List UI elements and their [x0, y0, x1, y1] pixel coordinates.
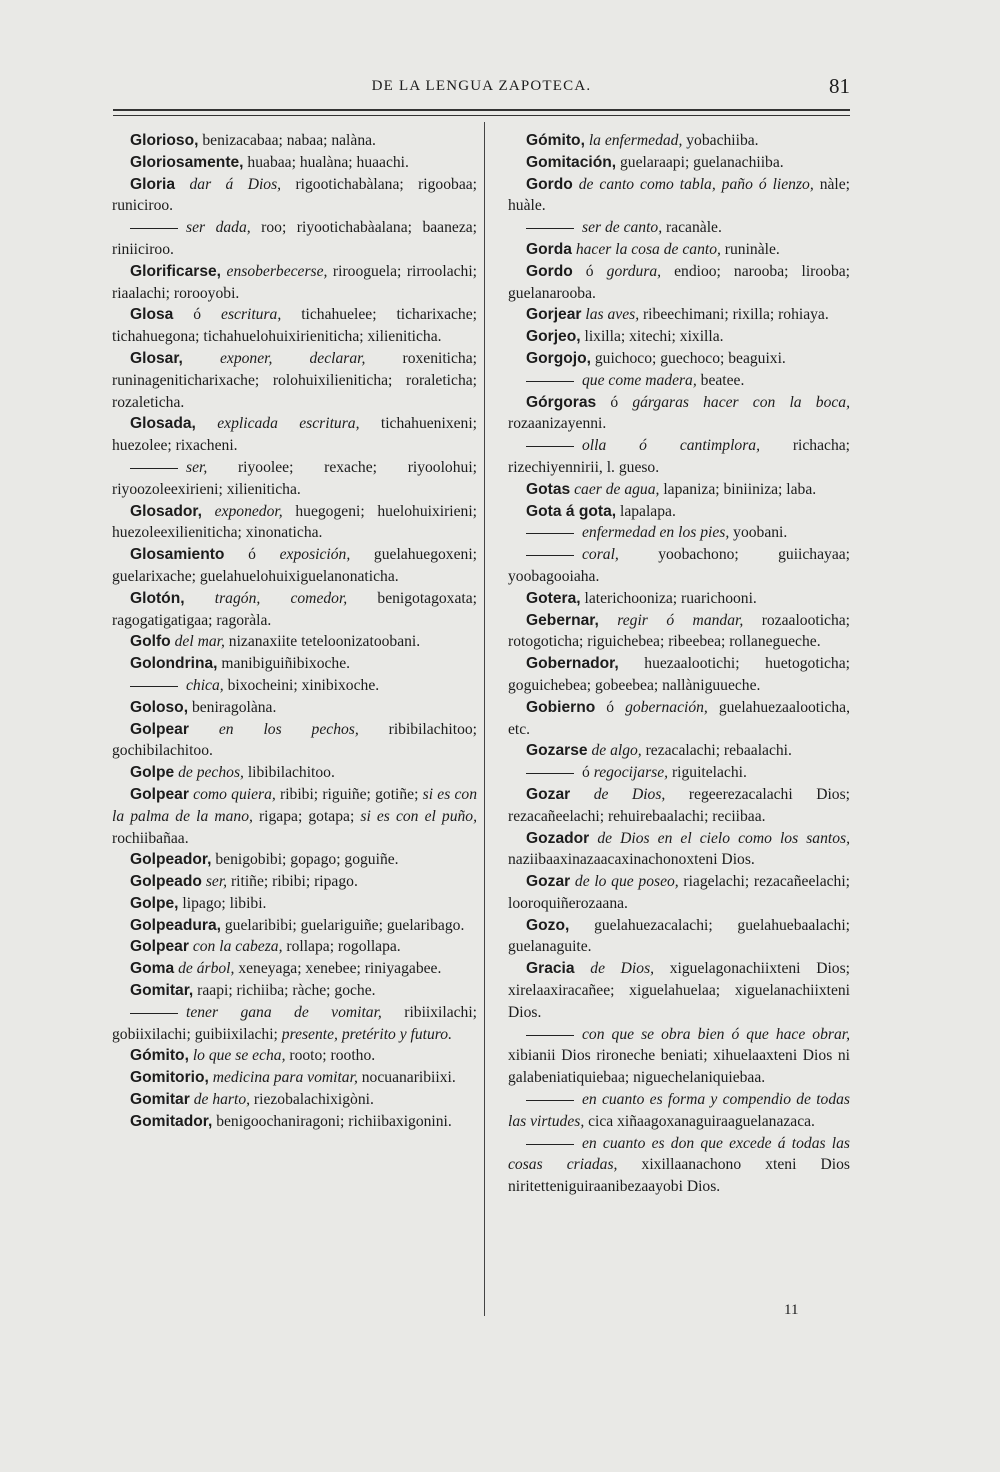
entry-text: ó [173, 306, 222, 324]
dictionary-entry [112, 893, 477, 915]
dictionary-entry [508, 588, 850, 610]
headword: Gómito, [130, 1047, 189, 1065]
gloss-italic: gordura, [606, 262, 662, 280]
dictionary-entry [112, 174, 477, 218]
headword: Golpe [130, 764, 175, 782]
entry-text [185, 590, 215, 607]
headword: Golpe, [130, 894, 179, 912]
page-number: 81 [829, 74, 850, 98]
entry-text: regeerezacalachi Dios; rezacañeelachi; rehuirebaalachi; reciibaa. [508, 785, 850, 825]
dictionary-entry [112, 849, 477, 871]
headword: Gozar [526, 785, 571, 803]
repeat-dash [526, 228, 574, 229]
dictionary-entry [112, 130, 477, 152]
entry-text: xeneyaga; xenebee; riniyagabee. [234, 960, 442, 978]
dictionary-subentry [112, 1002, 477, 1046]
entry-text: lapaniza; biniiniza; laba. [659, 480, 817, 498]
entry-text: roo; riyootichabàalana; baaneza; riniiciroo. [112, 219, 477, 258]
entry-text: roxeniticha; runinageniticharixache; rolohuixilieniticha; roraleticha; rozaleticha. [112, 349, 477, 411]
dictionary-entry [112, 1045, 477, 1067]
gloss-italic: coral, [582, 546, 619, 564]
gloss-italic: ser dada, [186, 219, 251, 237]
dictionary-entry [508, 479, 850, 501]
gloss-italic: en los pechos, [218, 720, 359, 738]
entry-text: lixilla; xitechi; xixilla. [580, 328, 724, 346]
headword: Gordo [526, 262, 573, 280]
dictionary-entry [508, 392, 850, 436]
gloss-italic: como quiera, [193, 785, 276, 803]
gloss-italic: con la cabeza, [192, 938, 283, 956]
entry-text: yobachiiba. [682, 132, 759, 149]
headword: Gomitación, [526, 153, 617, 171]
gloss-italic: las aves, [585, 306, 640, 324]
gloss-italic: ser, [186, 458, 208, 476]
dictionary-entry [508, 784, 850, 828]
gloss-italic: de Dios en el cielo como los santos, [597, 829, 850, 847]
entry-text: riezobalachixigòni. [250, 1091, 374, 1109]
headword: Glorioso, [130, 132, 199, 149]
entry-text: ó [572, 262, 607, 280]
entry-text: guelaraapi; guelanachiiba. [616, 153, 784, 171]
dictionary-subentry [508, 1089, 850, 1133]
gloss-italic: en cuanto es forma y compendio de todas las virtudes, [508, 1091, 850, 1130]
entry-text: benigobibi; gopago; goguiñe. [211, 851, 399, 869]
dictionary-subentry [508, 217, 850, 239]
dictionary-entry [508, 130, 850, 152]
gloss-italic: exponedor, [214, 502, 283, 520]
gloss-italic: presente, pretérito y futuro. [281, 1025, 452, 1043]
headword: Glosamiento [130, 546, 225, 564]
gloss-italic: ser, [205, 873, 228, 891]
entry-text: ritiñe; ribibi; ripago. [227, 873, 358, 891]
entry-text: manibiguiñibixoche. [217, 655, 351, 673]
dictionary-entry [508, 239, 850, 261]
dictionary-entry [112, 784, 477, 849]
entry-text: beatee. [696, 371, 745, 389]
gloss-italic: chica, [186, 676, 224, 694]
entry-text: laterichooniza; ruarichooni. [580, 589, 757, 607]
headword: Gozarse [526, 742, 588, 760]
dictionary-entry [112, 915, 477, 937]
dictionary-entry [112, 501, 477, 545]
dictionary-entry [112, 588, 477, 632]
headword: Gebernar, [526, 611, 599, 629]
entry-text: huegogeni; huelohuixirieni; huezoleexilieniticha; xinonaticha. [112, 502, 477, 542]
dictionary-subentry [112, 457, 477, 501]
headword: Gotera, [526, 589, 581, 607]
headword: Glosada, [130, 415, 196, 433]
headword: Golondrina, [130, 655, 218, 673]
dictionary-entry [508, 697, 850, 741]
gloss-italic: de Dios, [593, 785, 666, 803]
entry-text: ó [582, 764, 594, 782]
entry-text: lipago; libibi. [178, 894, 267, 912]
dictionary-subentry [508, 522, 850, 544]
dictionary-entry [508, 174, 850, 218]
gloss-italic: exposición, [279, 546, 351, 564]
headword: Gracia [526, 960, 575, 978]
headword: Gota á gota, [526, 502, 617, 520]
headword: Golpeado [130, 873, 202, 891]
gloss-italic: de algo, [591, 742, 642, 760]
headword: Gomitar [130, 1091, 190, 1109]
dictionary-entry [112, 413, 477, 457]
dictionary-entry [508, 915, 850, 959]
gloss-italic: de Dios, [590, 960, 655, 978]
gloss-italic: escritura, [221, 306, 282, 324]
gloss-italic: dar á Dios, [189, 175, 282, 193]
dictionary-entry [508, 610, 850, 654]
gloss-italic: olla ó cantimplora, [582, 437, 760, 455]
entry-text: ribibilachitoo; gochibilachitoo. [112, 720, 477, 760]
entry-text: xixillaanachono xteni Dios niritetteniguiraanibezaayobi Dios. [508, 1156, 850, 1196]
entry-text: ribibi; riguiñe; gotiñe; [275, 785, 423, 803]
repeat-dash [130, 468, 178, 469]
gloss-italic: del mar, [174, 633, 225, 651]
dictionary-entry [508, 304, 850, 326]
left-column [112, 130, 477, 1133]
gloss-italic: si es con el puño, [360, 807, 477, 825]
headword: Golpear [130, 785, 189, 803]
headword: Goloso, [130, 698, 189, 716]
running-header [113, 74, 850, 104]
entry-text: guelahuezacalachi; guelahuebaalachi; guelanaguite. [508, 916, 850, 956]
gloss-italic: regir ó mandar, [617, 611, 744, 629]
entry-text: riyoolee; rexache; riyoolohui; riyoozoleexirieni; xilieniticha. [112, 458, 477, 498]
entry-text: cica xiñaagoxanaguiraaguelanazaca. [584, 1112, 815, 1130]
gloss-italic: hacer la cosa de canto, [575, 240, 721, 258]
gloss-italic: de árbol, [178, 960, 235, 978]
entry-text: ó [595, 698, 626, 716]
gloss-italic: que come madera, [582, 371, 697, 389]
entry-text: racanàle. [662, 219, 722, 237]
signature-mark: 11 [784, 1302, 799, 1318]
headword: Gomitar, [130, 982, 194, 1000]
dictionary-entry [112, 762, 477, 784]
entry-text: beniragolàna. [188, 698, 277, 716]
dictionary-entry [508, 871, 850, 915]
headword: Glosador, [130, 502, 202, 520]
headword: Glotón, [130, 589, 185, 607]
headword: Goma [130, 960, 175, 978]
dictionary-entry [508, 348, 850, 370]
entry-text: runinàle. [720, 240, 780, 258]
entry-text: tichahuenixeni; huezolee; rixacheni. [112, 415, 477, 455]
entry-text [175, 176, 189, 193]
gloss-italic: gobernación, [625, 698, 708, 716]
dictionary-subentry [508, 370, 850, 392]
dictionary-entry [508, 152, 850, 174]
repeat-dash [526, 1144, 574, 1145]
entry-text: huezaalootichi; huetogoticha; goguichebea; gobeebea; nallàniguueche. [508, 655, 850, 694]
gloss-italic: tener gana de vomitar, [186, 1003, 382, 1021]
entry-text: guelahuegoxeni; guelarixache; guelahuelohuixiguelanonaticha. [112, 546, 477, 585]
repeat-dash [526, 773, 574, 774]
dictionary-entry [112, 980, 477, 1002]
gloss-italic: con que se obra bien ó que hace obrar, [582, 1025, 850, 1043]
repeat-dash [526, 381, 574, 382]
dictionary-entry [112, 544, 477, 588]
dictionary-entry [508, 828, 850, 872]
dictionary-subentry [508, 435, 850, 479]
entry-text: libibilachitoo. [243, 764, 335, 782]
dictionary-entry [112, 261, 477, 305]
dictionary-subentry [112, 675, 477, 697]
header-rule-thick [113, 109, 850, 111]
entry-text: ó [224, 546, 280, 564]
gloss-italic: de lo que poseo, [574, 873, 679, 891]
entry-text: benigoochaniragoni; richiibaxigonini. [212, 1112, 452, 1130]
dictionary-entry [112, 936, 477, 958]
gloss-italic: ser de canto, [582, 219, 663, 237]
headword: Gorjear [526, 306, 582, 324]
entry-text: rollapa; rogollapa. [282, 938, 401, 956]
repeat-dash [526, 555, 574, 556]
gloss-italic: tragón, comedor, [214, 589, 348, 607]
right-column [508, 130, 850, 1198]
entry-text: benizacabaa; nabaa; nalàna. [198, 132, 376, 149]
entry-text: rigootichabàlana; rigoobaa; runiciroo. [112, 175, 477, 215]
dictionary-subentry [112, 217, 477, 261]
entry-text: guelahuezaalooticha, etc. [508, 698, 850, 738]
headword: Gloria [130, 175, 176, 193]
dictionary-entry [508, 261, 850, 305]
header-rule-thin [113, 115, 850, 116]
gloss-italic: de canto como tabla, paño ó lienzo, [578, 175, 814, 193]
dictionary-entry [112, 958, 477, 980]
repeat-dash [130, 686, 178, 687]
dictionary-entry [508, 740, 850, 762]
headword: Glorificarse, [130, 262, 222, 280]
repeat-dash [526, 1035, 574, 1036]
headword: Gomitador, [130, 1112, 213, 1130]
entry-text: richacha; rizechiyennirii, l. gueso. [508, 437, 850, 476]
dictionary-entry [112, 631, 477, 653]
gloss-italic: de pechos, [178, 764, 244, 782]
gloss-italic: de harto, [193, 1091, 251, 1109]
headword: Gómito, [526, 132, 585, 149]
entry-text: rozaalooticha; rotogoticha; riguichebea; ribeebea; rollanegueche. [508, 611, 851, 651]
dictionary-entry [112, 304, 477, 348]
gloss-italic: si es con la palma de la mano, [112, 785, 477, 825]
headword: Gordo [526, 175, 573, 193]
dictionary-entry [112, 1111, 477, 1133]
entry-text: xiguelagonachiixteni Dios; xirelaaxiracañee; xiguelahuelaa; xiguelanachiixteni Dios. [508, 960, 850, 1021]
dictionary-entry [112, 697, 477, 719]
headword: Golpear [130, 938, 189, 956]
headword: Gozador [526, 829, 590, 847]
repeat-dash [130, 1013, 178, 1014]
entry-text: yoobachono; guiichayaa; yoobagooiaha. [508, 546, 850, 585]
entry-text: raapi; richiiba; ràche; goche. [193, 982, 376, 1000]
gloss-italic: lo que se echa, [192, 1047, 286, 1065]
entry-text: lapalapa. [616, 502, 676, 520]
entry-text: nàle; huàle. [508, 175, 850, 215]
dictionary-entry [112, 152, 477, 174]
repeat-dash [130, 228, 178, 229]
entry-text: rigapa; gotapa; [252, 807, 361, 825]
entry-text: riguitelachi. [668, 764, 747, 782]
dictionary-subentry [508, 544, 850, 588]
repeat-dash [526, 446, 574, 447]
repeat-dash [526, 533, 574, 534]
entry-text: rezacalachi; rebaalachi. [641, 742, 792, 760]
gloss-italic: en cuanto es don que excede á todas las cosas criadas, [508, 1134, 850, 1174]
gloss-italic: caer de agua, [574, 480, 660, 498]
dictionary-entry [508, 326, 850, 348]
entry-text: ribeechimani; rixilla; rohiaya. [639, 306, 829, 324]
entry-text: riagelachi; rezacañeelachi; looroquiñerozaana. [508, 873, 850, 912]
entry-text [575, 960, 591, 977]
entry-text: guelaribibi; guelariguiñe; guelaribago. [220, 916, 465, 934]
headword: Glosa [130, 306, 174, 324]
headword: Glosar, [130, 349, 183, 367]
repeat-dash [526, 1100, 574, 1101]
dictionary-entry [112, 348, 477, 413]
dictionary-entry [508, 958, 850, 1023]
entry-text [599, 612, 617, 629]
entry-text: rochiibañaa. [112, 829, 189, 847]
headword: Górgoras [526, 393, 597, 411]
headword: Gorjeo, [526, 328, 581, 346]
entry-text [196, 415, 217, 432]
headword: Gobierno [526, 698, 596, 716]
gloss-italic: exponer, declarar, [220, 349, 366, 367]
entry-text: rozaanizayenni. [508, 415, 607, 433]
dictionary-entry [112, 719, 477, 763]
gloss-italic: la enfermedad, [588, 132, 683, 149]
gloss-italic: enfermedad en los pies, [582, 524, 730, 542]
entry-text: benigotagoxata; ragogatigatigaa; ragoràla. [112, 589, 477, 629]
entry-text: endioo; narooba; lirooba; guelanarooba. [508, 262, 851, 302]
headword: Golfo [130, 633, 171, 651]
dictionary-entry [112, 1067, 477, 1089]
entry-text [189, 721, 219, 738]
entry-text [202, 503, 215, 520]
headword: Golpear [130, 720, 189, 738]
entry-text: rirooguela; rirroolachi; riaalachi; rorooyobi. [112, 262, 477, 302]
entry-text: guichoco; guechoco; beaguixi. [590, 349, 786, 367]
entry-text: nizanaxiite teteloonizatoobani. [224, 633, 421, 651]
dictionary-subentry [508, 1024, 850, 1089]
headword: Gorgojo, [526, 349, 591, 367]
column-separator [484, 122, 485, 1316]
dictionary-entry [508, 501, 850, 523]
entry-text [183, 350, 220, 367]
running-title: DE LA LENGUA ZAPOTECA. [371, 78, 592, 94]
dictionary-entry [112, 871, 477, 893]
headword: Gozo, [526, 916, 570, 934]
gloss-italic: ensoberbecerse, [226, 262, 328, 280]
entry-text: naziibaaxinazaacaxinachonoxteni Dios. [508, 851, 755, 869]
headword: Gozar [526, 873, 571, 891]
dictionary-subentry [508, 762, 850, 784]
headword: Gloriosamente, [130, 153, 244, 171]
headword: Golpeador, [130, 851, 212, 869]
gloss-italic: gárgaras hacer con la boca, [632, 393, 850, 411]
entry-text: ó [596, 393, 633, 411]
entry-text [570, 786, 594, 803]
entry-text: yoobani. [729, 524, 788, 542]
headword: Gorda [526, 240, 572, 258]
entry-text: xibianii Dios rironeche beniati; xihuelaaxteni Dios ni galabeniatiquiebaa; niguechelaniquiebaa. [508, 1047, 850, 1087]
entry-text: huabaa; hualàna; huaachi. [243, 153, 409, 171]
headword: Gomitorio, [130, 1069, 209, 1087]
gloss-italic: regocijarse, [593, 764, 669, 782]
headword: Gobernador, [526, 655, 619, 673]
dictionary-entry [112, 1089, 477, 1111]
entry-text: tichahuelee; ticharixache; tichahuegona; tichahuelohuixirieniticha; xilieniticha. [112, 306, 477, 346]
entry-text: ribiixilachi; gobiixilachi; guibiixilachi; [112, 1003, 477, 1043]
dictionary-subentry [508, 1133, 850, 1198]
dictionary-entry [112, 653, 477, 675]
headword: Golpeadura, [130, 916, 221, 934]
dictionary-entry [508, 653, 850, 697]
entry-text: rooto; rootho. [285, 1047, 376, 1065]
gloss-italic: explicada escritura, [217, 415, 360, 433]
headword: Gotas [526, 480, 571, 498]
entry-text: nocuanaribiixi. [357, 1069, 456, 1087]
entry-text: bixocheini; xinibixoche. [223, 676, 380, 694]
gloss-italic: medicina para vomitar, [212, 1069, 358, 1087]
